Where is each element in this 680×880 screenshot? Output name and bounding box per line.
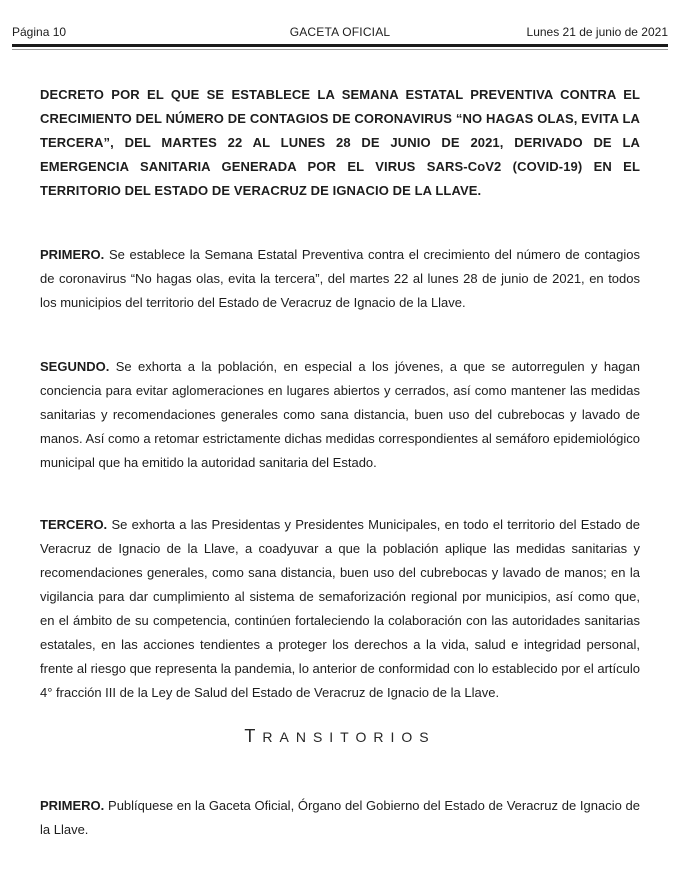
header-rule-thick — [12, 44, 668, 47]
header-page-number: Página 10 — [12, 25, 67, 39]
transitorios-heading: TRANSITORIOS — [244, 726, 436, 746]
article-tercero-text: Se exhorta a las Presidentas y Presidentes Municipales, en todo el territorio del Estado de Veracruz de Ignacio de la Llave, a coadyuvar a que la población aplique las medidas sanitarias y recomendaciones generales, como sana distancia, buen uso del cubrebocas y lavado de manos; en la vigilancia para dar cumplimiento al sistema de semaforización regional por municipios, así como que, en el ámbito de su competencia, continúen fortaleciendo la colaboración con las autoridades sanitarias estatales, en las acciones tendientes a proteger los derechos a la vida, salud e integridad personal, frente al riesgo que representa la pandemia, lo anterior de conformidad con lo establecido por el artículo 4° fracción III de la Ley de Salud del Estado de Veracruz de Ignacio de la Llave. — [40, 517, 640, 700]
document-body — [0, 83, 680, 842]
article-segundo — [40, 355, 640, 475]
page-header — [0, 0, 680, 44]
decree-title: DECRETO POR EL QUE SE ESTABLECE LA SEMANA ESTATAL PREVENTIVA CONTRA EL CRECIMIENTO DEL NÚMERO DE CONTAGIOS DE CORONAVIRUS “NO HAGAS OLAS, EVITA LA TERCERA”, DEL MARTES 22 AL LUNES 28 DE JUNIO DE 2021, DERIVADO DE LA EMERGENCIA SANITARIA GENERADA POR EL VIRUS SARS-CoV2 (COVID-19) EN EL TERRITORIO DEL ESTADO DE VERACRUZ DE IGNACIO DE LA LLAVE. — [40, 87, 640, 198]
article-primero-text: Se establece la Semana Estatal Preventiva contra el crecimiento del número de contagios de coronavirus “No hagas olas, evita la tercera”, del martes 22 al lunes 28 de junio de 2021, en todos los municipios del territorio del Estado de Veracruz de Ignacio de la Llave. — [40, 247, 640, 310]
article-primero-label: PRIMERO. — [40, 247, 105, 262]
article-tercero-label: TERCERO. — [40, 517, 108, 532]
transitorio-primero-label: PRIMERO. — [40, 798, 105, 813]
article-tercero — [40, 513, 640, 705]
transitorio-primero-text: Publíquese en la Gaceta Oficial, Órgano del Gobierno del Estado de Veracruz de Ignacio de la Llave. — [40, 798, 640, 837]
article-primero — [40, 243, 640, 315]
article-segundo-label: SEGUNDO. — [40, 359, 110, 374]
article-segundo-text: Se exhorta a la población, en especial a los jóvenes, a que se autorregulen y hagan conciencia para evitar aglomeraciones en lugares abiertos y cerrados, así como mantener las medidas sanitarias y recomendaciones generales como sana distancia, buen uso del cubrebocas y lavado de manos. Así como a retomar estrictamente dichas medidas correspondientes al semáforo epidemiológico municipal que ha emitido la autoridad sanitaria del Estado. — [40, 359, 640, 470]
transitorio-primero — [40, 794, 640, 842]
header-rule-thin — [12, 49, 668, 50]
header-publication-title: GACETA OFICIAL — [289, 25, 391, 39]
header-date: Lunes 21 de junio de 2021 — [526, 25, 668, 39]
